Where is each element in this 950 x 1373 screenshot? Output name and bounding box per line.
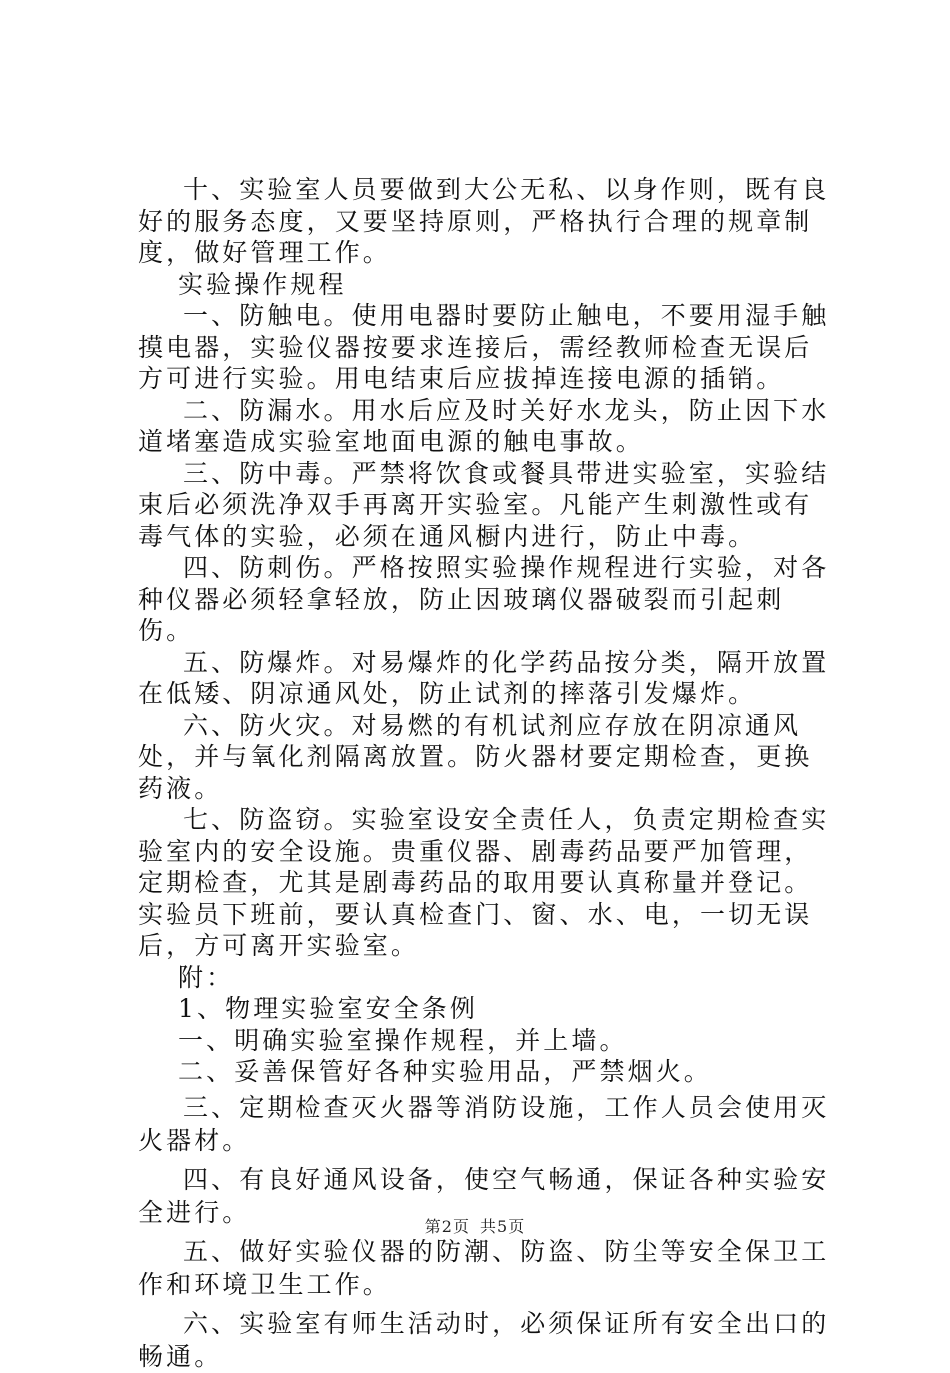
appendix-label: 附： xyxy=(178,962,235,992)
paragraph-rule-5: 五、防爆炸。对易爆炸的化学药品按分类，隔开放置在低矮、阴凉通风处，防止试剂的摔落引发爆炸。 xyxy=(138,647,830,708)
paragraph-rule-1: 一、防触电。使用电器时要防止触电，不要用湿手触摸电器，实验仪器按要求连接后，需经教师检查无误后方可进行实验。用电结束后应拔掉连接电源的插销。 xyxy=(138,301,830,393)
page-number: 第2页 xyxy=(424,1217,470,1236)
appendix-item-3: 三、定期检查灭火器等消防设施，工作人员会使用灭火器材。 xyxy=(138,1092,830,1155)
paragraph-rule-7: 七、防盗窃。实验室设安全责任人，负责定期检查实验室内的安全设施。贵重仪器、剧毒药品要严加管理，定期检查，尤其是剧毒药品的取用要认真称量并登记。实验员下班前，要认真检查门、窗、水、电，一切无误后，方可离开实验室。 xyxy=(138,805,830,960)
paragraph-rule-2: 二、防漏水。用水后应及时关好水龙头，防止因下水道堵塞造成实验室地面电源的触电事故。 xyxy=(138,395,830,456)
appendix-item-5: 五、做好实验仪器的防潮、防盗、防尘等安全保卫工作和环境卫生工作。 xyxy=(138,1236,830,1299)
appendix-title: 1、物理实验室安全条例 xyxy=(178,994,479,1023)
section-heading-operating-rules: 实验操作规程 xyxy=(178,269,347,299)
appendix-item-4: 四、有良好通风设备，使空气畅通，保证各种实验安全进行。 xyxy=(138,1164,830,1227)
paragraph-rule-6: 六、防火灾。对易燃的有机试剂应存放在阴凉通风处，并与氧化剂隔离放置。防火器材要定期检查，更换药液。 xyxy=(138,710,813,803)
paragraph-rule-3: 三、防中毒。严禁将饮食或餐具带进实验室，实验结束后必须洗净双手再离开实验室。凡能产生刺激性或有毒气体的实验，必须在通风橱内进行，防止中毒。 xyxy=(138,458,830,551)
document-body xyxy=(138,174,838,1373)
appendix-item-2: 二、妥善保管好各种实验用品，严禁烟火。 xyxy=(178,1057,712,1086)
paragraph-rule-4: 四、防刺伤。严格按照实验操作规程进行实验，对各种仪器必须轻拿轻放，防止因玻璃仪器破裂而引起刺伤。 xyxy=(138,553,830,645)
paragraph-item-10: 十、实验室人员要做到大公无私、以身作则，既有良好的服务态度，又要坚持原则，严格执行合理的规章制度，做好管理工作。 xyxy=(138,175,830,267)
page-total: 共5页 xyxy=(480,1217,526,1236)
page-footer xyxy=(0,1214,950,1237)
appendix-item-6: 六、实验室有师生活动时，必须保证所有安全出口的畅通。 xyxy=(138,1308,830,1371)
appendix-item-1: 一、明确实验室操作规程，并上墙。 xyxy=(178,1025,628,1055)
